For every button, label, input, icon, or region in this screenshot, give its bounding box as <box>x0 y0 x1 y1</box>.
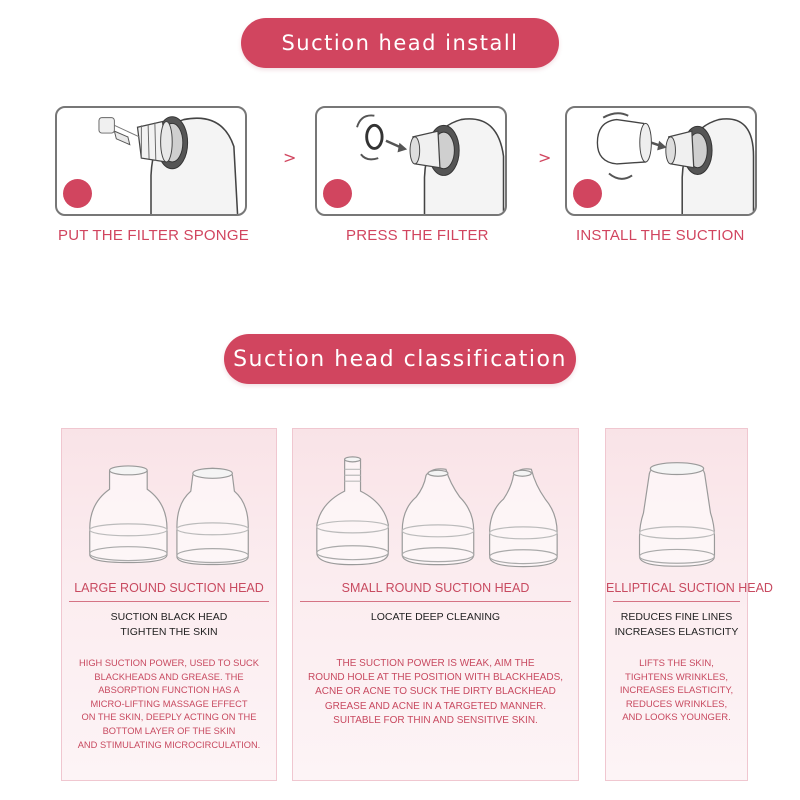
step-marker-dot <box>323 179 352 208</box>
step-marker-dot <box>573 179 602 208</box>
card-subtitle: SUCTION BLACK HEAD TIGHTEN THE SKIN <box>110 611 228 638</box>
card-title: ELLIPTICAL SUCTION HEAD <box>606 581 773 595</box>
install-step-2-illustration <box>315 106 507 216</box>
card-subtitle: REDUCES FINE LINES INCREASES ELASTICITY <box>614 611 739 638</box>
step-1-label: PUT THE FILTER SPONGE <box>58 227 249 244</box>
step-separator-arrow: > <box>538 148 552 167</box>
large-round-head-card <box>61 428 277 781</box>
step-3-label: INSTALL THE SUCTION <box>576 227 745 244</box>
install-step-1-illustration <box>55 106 247 216</box>
elliptical-head-card <box>605 428 773 781</box>
step-2-label: PRESS THE FILTER <box>346 227 489 244</box>
card-description: HIGH SUCTION POWER, USED TO SUCK BLACKHEADS AND GREASE. THE ABSORPTION FUNCTION HAS A MICRO-LIFTING MASSAGE EFFECT ON THE SKIN, DEEPLY ACTING ON THE BOTTOM LAYER OF THE SKIN AND STIMULATING MICROCIRCULATION. <box>77 658 261 750</box>
card-title: LARGE ROUND SUCTION HEAD <box>74 581 264 595</box>
step-separator-arrow: > <box>283 148 297 167</box>
card-description: LIFTS THE SKIN, TIGHTENS WRINKLES, INCREASES ELASTICITY, REDUCES WRINKLES, AND LOOKS YOUNGER. <box>619 658 734 724</box>
card-description: THE SUCTION POWER IS WEAK, AIM THE ROUND HOLE AT THE POSITION WITH BLACKHEADS, ACNE OR ACNE TO SUCK THE DIRTY BLACKHEAD GREASE AND ACNE IN A TARGETED MANNER. SUITABLE FOR THIN AND SENSITIVE SKIN. <box>307 658 564 726</box>
step-marker-dot <box>63 179 92 208</box>
card-subtitle: LOCATE DEEP CLEANING <box>370 611 501 623</box>
small-round-suction-heads-image <box>293 441 578 581</box>
title-divider <box>613 601 740 602</box>
small-round-head-card <box>292 428 579 781</box>
title-divider <box>69 601 269 602</box>
elliptical-suction-head-image <box>606 441 747 581</box>
install-step-3-illustration <box>565 106 757 216</box>
install-section-title: Suction head install <box>241 18 559 68</box>
large-round-suction-heads-image <box>62 441 276 581</box>
card-title: SMALL ROUND SUCTION HEAD <box>341 581 530 595</box>
title-divider <box>300 601 571 602</box>
classification-section-title: Suction head classification <box>224 334 576 384</box>
